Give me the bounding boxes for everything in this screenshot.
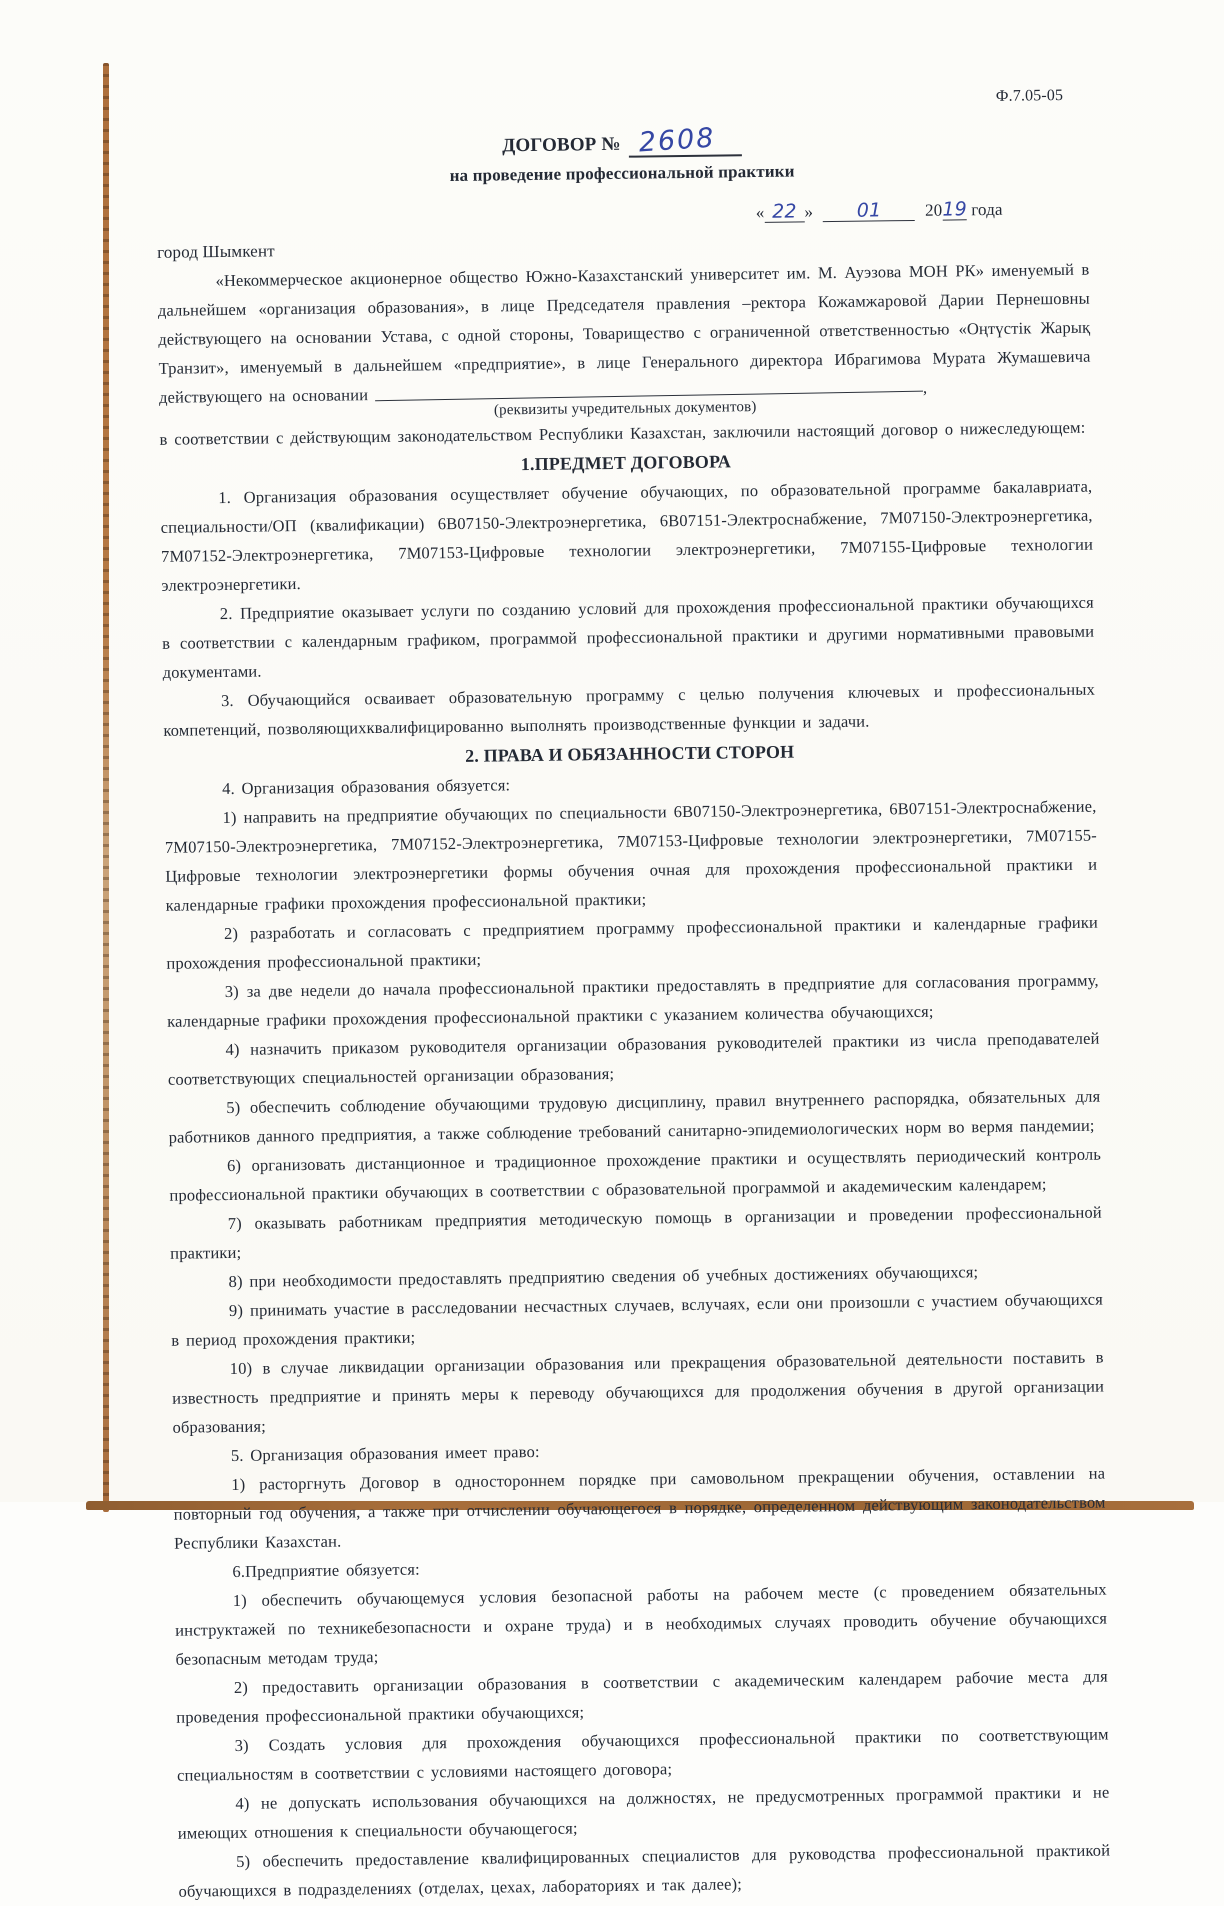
contract-clause: 4) не допускать использования обучающихся на должностях, не предусмотренных программой практики и не имеющих отношения к специальности обучающегося; (177, 1782, 1110, 1843)
contract-clause: 3. Обучающийся осваивает образовательную программу с целью получения ключевых и профессиональных компетенций, позволяющихквалифицированно выполнять производственные функции и задачи. (163, 679, 1096, 740)
date-day-handwritten: 22 (764, 201, 804, 223)
date-year-prefix: 20 (924, 200, 943, 220)
date-close-quote: » (804, 202, 814, 222)
contract-subtitle: на проведение профессиональной практики (449, 161, 795, 186)
contract-clause: 6.Предприятие обязуется: (232, 1559, 420, 1581)
contract-clause: 4) назначить приказом руководителя организации образования руководителей практики из числа преподавателей соответствующих специальностей организации образования; (167, 1028, 1100, 1089)
contract-clause: 2) разработать и согласовать с предприятием программу профессиональной практики и календарные графики прохождения профессиональной практики; (166, 912, 1099, 973)
contract-clause: 4. Организация образования обязуется: (222, 775, 511, 799)
page-left-edge (103, 63, 109, 1512)
contract-clause: 6) организовать дистанционное и традиционное прохождение практики и осуществлять периодический контроль профессиональной практики обучающих в соответствии с образовательной программой и академическим календарем; (169, 1144, 1102, 1205)
date-suffix: года (971, 199, 1003, 220)
contract-document (155, 81, 1111, 1906)
contract-clause: 5. Организация образования имеет право: (230, 1441, 540, 1466)
form-code: Ф.7.05-05 (995, 86, 1064, 105)
contract-clause: 7) оказывать работникам предприятия методическую помощь в организации и проведении профессиональной практики; (170, 1202, 1102, 1263)
contract-clause: 1) расторгнуть Договор в одностороннем порядке при самовольном прекращении обучения, оставлении на повторный год обучения, а также при отчислении обучающегося в порядке, определенном действующим законодательством Республики Казахстан. (173, 1463, 1106, 1553)
preamble-text: «Некоммерческое акционерное общество Южно-Казахстанский университет им. М. Ауэзова МОН РК» именуемый в дальнейшем «организация образования», в лице Председателя правления –ректора Кожамжаровой Дарии Пернешовны действующего на основании Устава, с одной стороны, Товарищество с ограниченной ответственностью «Оңтүстік Жарық Транзит», именуемый в дальнейшем «предприятие», в лице Генерального директора Ибрагимова Мурата Жумашевича действующего на основании (157, 259, 1091, 407)
date-open-quote: « (755, 202, 765, 223)
contract-clause: 9) принимать участие в расследовании несчастных случаев, вслучаях, если они произошли с участием обучающихся в период прохождения практики; (171, 1289, 1104, 1350)
date-year-handwritten: 19 (942, 198, 968, 221)
preamble-comma: , (922, 377, 928, 397)
contract-clause: 1. Организация образования осуществляет обучение обучающих, по образовательной программе бакалавриата, специальности/ОП (квалификации) 6В07150-Электроэнергетика, 6В07151-Электроснабжение, 7М07150-Электроэнергетика, 7М07152-Электроэнергетика, 7М07153-Цифровые технологии электроэнергетики, 7М07155-Цифровые технологии электроэнергетики. (160, 476, 1094, 595)
preamble-continuation: в соответствии с действующим законодательством Республики Казахстан, заключили настоящий договор о нижеследующем: (159, 417, 1086, 449)
requisites-note: (реквизиты учредительных документов) (493, 399, 757, 419)
contract-number-underline (628, 122, 741, 159)
contract-clause: 3) Создать условия для прохождения обучающихся профессиональной практики по соответствующим специальностям в соответствии с условиями настоящего договора; (176, 1724, 1109, 1785)
city-line: город Шымкент (156, 241, 275, 262)
date-month-handwritten: 01 (823, 200, 915, 222)
contract-clause: 3) за две недели до начала профессиональной практики предоставлять в предприятие для согласования программу, календарные графики прохождения профессиональной практики с указанием количества обучающихся; (167, 970, 1099, 1031)
section1-heading: 1.ПРЕДМЕТ ДОГОВОРА (520, 451, 732, 475)
contract-title-label: ДОГОВОР № (502, 133, 621, 157)
contract-clause: 2. Предприятие оказывает услуги по созданию условий для прохождения профессиональной практики обучающихся в соответствии с календарным графиком, программой профессиональной практики и другими нормативными правовыми документами. (162, 592, 1095, 682)
contract-clause: 10) в случае ликвидации организации образования или прекращения образовательной деятельности поставить в известность предприятие и принять меры к переводу обучающихся для продолжения обучения в другой организации образования; (171, 1347, 1105, 1437)
contract-number-handwritten: 2608 (637, 122, 717, 159)
contract-clause: 5) обеспечить предоставление квалифицированных специалистов для руководства профессиональной практикой обучающихся в подразделениях (отделах, цехах, лабораториях и так далее); (178, 1840, 1111, 1901)
contract-clause: 2) предоставить организации образования в соответствии с академическим календарем рабочие места для проведения профессиональной практики обучающихся; (176, 1666, 1108, 1727)
contract-clause: 1) обеспечить обучающемуся условия безопасной работы на рабочем месте (с проведением обязательных инструктажей по техникебезопасности и охране труда) и в необходимых случаях проводить обучение обучающихся безопасным методам труда; (175, 1579, 1108, 1669)
preamble-paragraph (157, 255, 1091, 412)
contract-clause: 1) направить на предприятие обучающих по специальности 6В07150-Электроэнергетика, 6В07151-Электроснабжение, 7М07150-Электроэнергетика, 7М07152-Электроэнергетика, 7М07153-Цифровые технологии электроэнергетики, 7М07155-Цифровые технологии электроэнергетики формы обучения очная для прохождения профессиональной практики и календарные графики прохождения профессиональной практики; (164, 796, 1098, 915)
contract-clause: 5) обеспечить соблюдение обучающими трудовую дисциплину, правил внутреннего распорядка, обязательных для работников данного предприятия, а также соблюдение требований санитарно-эпидемиологических норм во вермя пандемии; (168, 1086, 1101, 1147)
contract-clause: 8) при необходимости предоставлять предприятию сведения об учебных достижениях обучающихся; (228, 1262, 979, 1292)
section2-heading: 2. ПРАВА И ОБЯЗАННОСТИ СТОРОН (465, 741, 795, 766)
